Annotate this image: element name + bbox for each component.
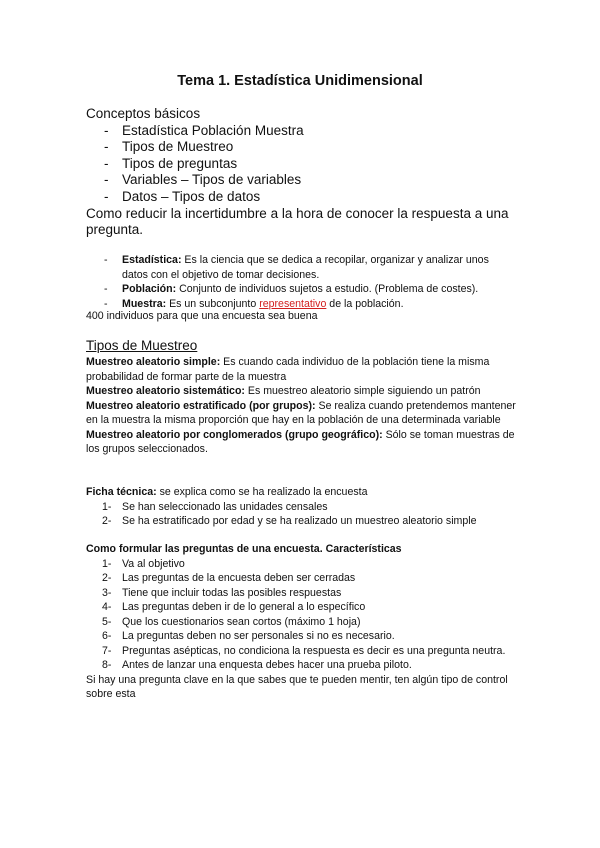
muestreo-text: Es muestreo aleatorio simple siguiendo un patrón (244, 385, 481, 397)
conceptos-section (86, 106, 516, 239)
list-item: - Tipos de Muestreo (86, 139, 516, 156)
list-text: Va al objetivo (122, 557, 185, 570)
ficha-line (86, 485, 516, 500)
list-text: Tiene que incluir todas las posibles respuestas (122, 586, 342, 599)
ficha-text: se explica como se ha realizado la encuesta (156, 486, 368, 498)
muestreo-text: Se realiza cuando pretendemos mantener en la muestra la misma proporción que hay en la población de una determinada variable (86, 399, 516, 426)
highlighted-word: representativo (259, 298, 327, 311)
list-number: 4- (102, 601, 112, 613)
list-item (86, 514, 516, 529)
muestreo-item (86, 399, 516, 428)
list-item (86, 658, 516, 673)
list-number: 6- (102, 630, 112, 642)
list-text: Las preguntas de la encuesta deben ser cerradas (122, 572, 356, 584)
list-item (86, 500, 516, 515)
muestreo-section (86, 355, 516, 457)
definition-term: Población: (122, 283, 177, 296)
list-number: 1- (102, 557, 112, 570)
list-item (86, 600, 516, 615)
list-item: - Variables – Tipos de variables (86, 172, 516, 189)
list-text: Las preguntas deben ir de lo general a lo específico (122, 601, 366, 613)
definition-text: Es un subconjunto (166, 298, 260, 311)
list-text: Preguntas asépticas, no condiciona la respuesta es decir es una pregunta neutra. (122, 644, 506, 657)
list-number: 2- (102, 572, 112, 584)
ficha-term: Ficha técnica: (86, 486, 157, 498)
preguntas-heading (86, 542, 516, 557)
ficha-list (86, 500, 516, 529)
list-text: Antes de lanzar una enquesta debes hacer una prueba piloto. (122, 659, 412, 671)
list-number: 1- (102, 500, 112, 513)
list-item (86, 571, 516, 586)
muestreo-item (86, 428, 516, 457)
muestreo-heading: Tipos de Muestreo (86, 338, 198, 353)
list-item (86, 629, 516, 644)
muestreo-term: Muestreo aleatorio estratificado (por grupos): (86, 399, 316, 412)
list-number: 8- (102, 659, 112, 671)
list-item (86, 615, 516, 630)
conceptos-heading: Conceptos básicos (86, 106, 201, 121)
definitions-list (86, 253, 516, 312)
list-text: La preguntas deben no ser personales si no es necesario. (122, 630, 395, 642)
preguntas-section (86, 542, 516, 702)
list-item (86, 557, 516, 572)
muestreo-term: Muestreo aleatorio simple: (86, 356, 221, 368)
list-item: - Estadística Población Muestra (86, 123, 516, 140)
list-item (86, 586, 516, 601)
list-item: - Datos – Tipos de datos (86, 189, 516, 206)
muestreo-item (86, 384, 516, 399)
muestreo-text: Sólo se toman muestras de los grupos seleccionados. (86, 428, 515, 455)
muestreo-term: Muestreo aleatorio por conglomerados (grupo geográfico): (86, 428, 383, 441)
definition-text: Es la ciencia que se dedica a recopilar, organizar y analizar unos datos con el objetivo de tomar decisiones. (122, 254, 489, 281)
list-number: 3- (102, 586, 112, 599)
conceptos-question: Como reducir la incertidumbre a la hora de conocer la respuesta a una pregunta. (86, 205, 509, 238)
definition-text: de la población. (326, 298, 404, 311)
definition-item (86, 282, 516, 297)
definition-term: Muestra: (122, 298, 167, 311)
preguntas-closing: Si hay una pregunta clave en la que sabes que te pueden mentir, ten algún tipo de control sobre esta (86, 673, 508, 700)
preguntas-heading-text: Como formular las preguntas de una encuesta. Características (86, 543, 402, 555)
list-number: 7- (102, 644, 112, 657)
definition-text: Conjunto de individuos sujetos a estudio. (Problema de costes). (176, 283, 479, 296)
list-text: Se han seleccionado las unidades censales (122, 500, 328, 513)
conceptos-list (86, 123, 516, 206)
ficha-section (86, 485, 516, 529)
muestreo-item (86, 355, 516, 384)
preguntas-list (86, 557, 516, 673)
list-number: 2- (102, 515, 112, 527)
note-text: 400 individuos para que una encuesta sea buena (86, 310, 318, 322)
definition-term: Estadística: (122, 254, 182, 266)
muestreo-text: Es cuando cada individuo de la población tiene la misma probabilidad de formar parte de la muestra (86, 356, 490, 383)
list-text: Se ha estratificado por edad y se ha realizado un muestreo aleatorio simple (122, 515, 477, 527)
list-item (86, 644, 516, 659)
list-text: Que los cuestionarios sean cortos (máximo 1 hoja) (122, 615, 361, 628)
list-number: 5- (102, 615, 112, 628)
list-item: - Tipos de preguntas (86, 156, 516, 173)
definition-item (86, 253, 516, 282)
page-title: Tema 1. Estadística Unidimensional (177, 73, 423, 89)
muestreo-term: Muestreo aleatorio sistemático: (86, 385, 245, 397)
